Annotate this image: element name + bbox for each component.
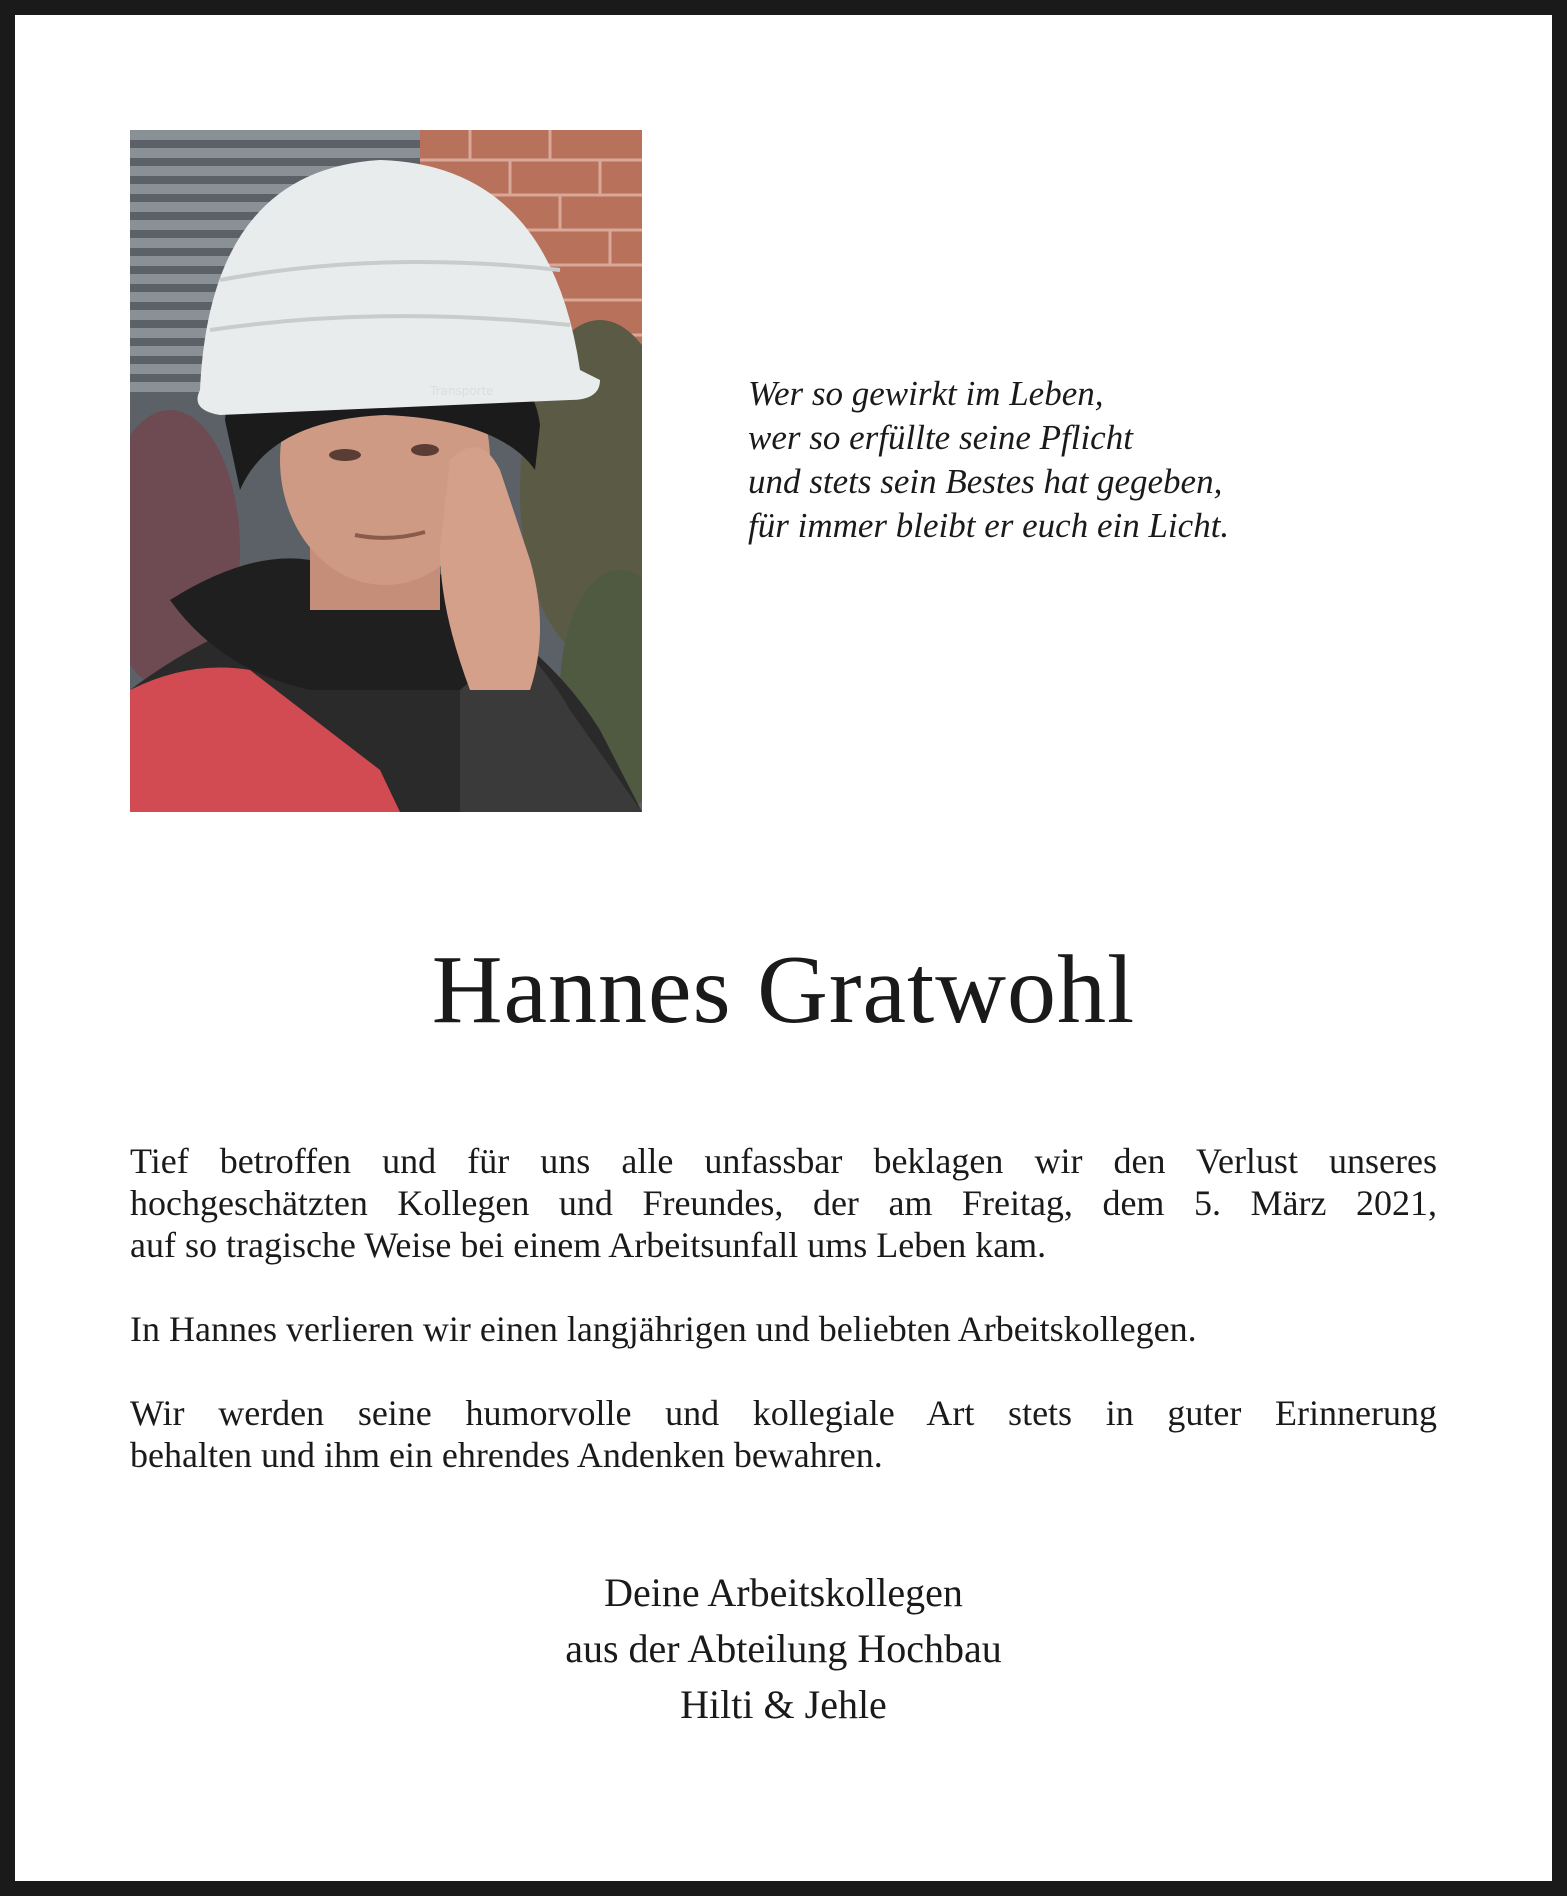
poem-line: und stets sein Bestes hat gegeben, — [748, 462, 1223, 501]
text-line: Wir werden seine humorvolle und kollegiale Art stets in guter Erinnerung — [130, 1393, 1437, 1433]
paragraph-colleague — [130, 1308, 1437, 1350]
signature-line: aus der Abteilung Hochbau — [565, 1626, 1002, 1671]
poem-line: wer so erfüllte seine Pflicht — [748, 418, 1133, 457]
paragraph-memory — [130, 1392, 1437, 1476]
signature-line: Hilti & Jehle — [680, 1682, 887, 1727]
helmet-text: Transporte — [430, 384, 494, 398]
deceased-name: Hannes Gratwohl — [431, 936, 1136, 1044]
portrait-photo-icon — [130, 130, 642, 812]
signature-line: Deine Arbeitskollegen — [604, 1570, 963, 1615]
text-line: hochgeschätzten Kollegen und Freundes, der am Freitag, dem 5. März 2021, — [130, 1183, 1437, 1223]
poem — [748, 372, 1448, 548]
text-line: behalten und ihm ein ehrendes Andenken bewahren. — [130, 1435, 883, 1475]
poem-line: Wer so gewirkt im Leben, — [748, 374, 1104, 413]
obituary-text — [130, 1140, 1437, 1518]
text-line: auf so tragische Weise bei einem Arbeitsunfall ums Leben kam. — [130, 1225, 1047, 1265]
text-line: In Hannes verlieren wir einen langjährigen und beliebten Arbeitskollegen. — [130, 1309, 1197, 1349]
paragraph-condolence — [130, 1140, 1437, 1266]
portrait-photo — [130, 130, 642, 812]
signature-block — [0, 1565, 1567, 1733]
poem-line: für immer bleibt er euch ein Licht. — [748, 506, 1230, 545]
text-line: Tief betroffen und für uns alle unfassbar beklagen wir den Verlust unseres — [130, 1141, 1437, 1181]
